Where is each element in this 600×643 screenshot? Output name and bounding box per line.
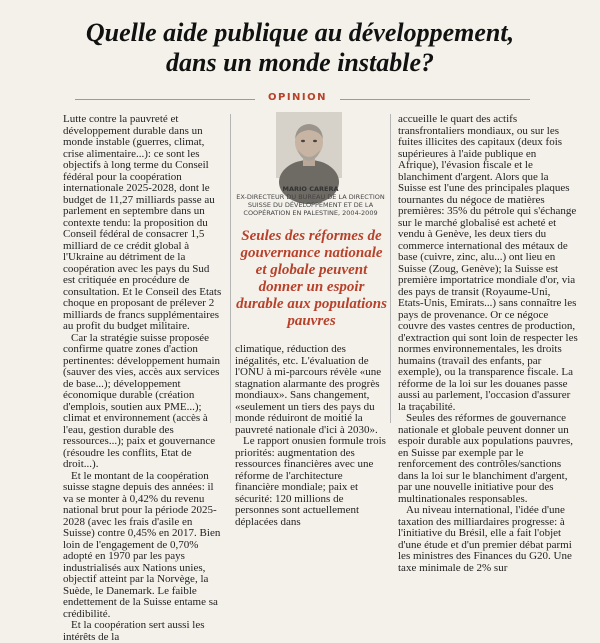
article-column-1 [63, 113, 223, 643]
author-bio: EX-DIRECTEUR DU BUREAU DE LA DIRECTION SUISSE DU DÉVELOPPEMENT ET DE LA COOPÉRATION EN PALESTINE, 2004-2009 [236, 193, 385, 217]
paragraph: Et la coopération sert aussi les intérêts de la [63, 619, 205, 643]
paragraph: Seules des réformes de gouvernance nationale et globale peuvent donner un espoir durable aux populations pauvres, en Suisse par exemple par le renforcement des contrôles/sanctions dans la loi sur le blanchiment d'argent, par une nouvelle initiative pour des multinationales responsables. [398, 412, 574, 505]
paragraph: Le rapport onusien formule trois priorités: augmentation des ressources financières avec une réforme de l'architecture financière mondiale; paix et sécurité: 120 millions de personnes sont actuellement déplacées dans [235, 435, 386, 528]
section-rubric: OPINION [267, 92, 327, 103]
article-column-3 [398, 113, 578, 574]
paragraph: accueille le quart des actifs transfrontaliers mondiaux, ou sur les fuites illicites des capitaux (deux fois supérieures à l'aide publique en Afrique), l'évasion fiscale et le blanchiment d'argent. Alors que la Suisse est l'une des principales plaques tournantes du négoce de matières premières: 35% du pétrole qui s'échange sur le marché globalisé est acheté et vendu à Genève, les deux tiers du commerce international des métaux de base (cuivre, zinc, alu...) ont lieu en Suisse (Zoug, Genève); la Suisse est première importatrice mondiale d'or, via des pays de transit (Royaume-Uni, Etats-Unis, Emirats...) sans connaître les pays de provenance. Or ce négoce couvre des vastes centres de production, d'extraction qui sont loin de respecter les normes environnementales, les droits humains (travail des enfants, par exemple), ou la transparence fiscale. La réforme de la loi sur les douanes passe aussi au parlement, l'occasion d'assurer la traçabilité. [398, 113, 578, 413]
paragraph: climatique, réduction des inégalités, etc. L'évaluation de l'ONU à mi-parcours révèle «une stagnation alarmante des progrès mondiaux». Sans changement, «seulement un tiers des pays du monde réduiront de moitié la pauvreté nationale d'ici à 2030». [235, 343, 382, 436]
article-column-2 [235, 343, 387, 528]
column-divider [230, 114, 231, 423]
headline-line-2: dans un monde instable? [165, 48, 434, 77]
column-divider [390, 114, 391, 423]
pull-quote: Seules des réformes de gouvernance nationale et globale peuvent donner un espoir durable aux populations pauvres [236, 228, 387, 329]
author-name: MARIO CARERA [282, 185, 339, 193]
paragraph: Au niveau international, l'idée d'une taxation des milliardaires progresse: à l'initiative du Brésil, elle a fait l'objet d'une étude et d'un premier débat parmi les ministres des Finances du G20. Une taxe minimale de 2% sur [398, 504, 572, 574]
author-photo-icon [276, 112, 342, 178]
headline [0, 18, 600, 78]
paragraph: Et le montant de la coopération suisse stagne depuis des années: il va se monter à 0,42% du revenu national brut pour la période 2025-2028 (avec les frais d'asile en Suisse) contre 0,45% en 2017. Bien loin de l'engagement de 0,70% adopté en 1970 par les pays industrialisés aux Nations unies, objectif atteint par la Norvège, la Suède, le Danemark. Le faible endettement de la Suisse entame sa crédibilité. [63, 469, 221, 620]
rubric-rule-left [75, 99, 255, 100]
paragraph: Car la stratégie suisse proposée confirme quatre zones d'action pertinentes: développement humain (sauver des vies, accès aux services de base...); développement économique durable (création d'emplois, soutien aux PME...); climat et environnement (accès à l'eau, gestion durable des ressources...); paix et gouvernance (résoudre les conflits, Etat de droit...). [63, 331, 221, 470]
paragraph: Lutte contre la pauvreté et développement durable dans un monde instable (guerres, climat, crise alimentaire...): ce sont les objectifs à long terme du Conseil fédéral pour la coopération internationale 2025-2028, dont le budget de 11,27 milliards passe au parlement en septembre dans un contexte tendu: la proposition du Conseil fédéral de consacrer 1,5 milliard de ce crédit global à l'Ukraine au détriment de la coopération avec les pays du Sud est critiquée en procédure de consultation. Et le Conseil des Etats choque en proposant de prélever 2 milliards de francs supplémentaires au profit du budget militaire. [63, 113, 222, 332]
rubric-rule-right [340, 99, 530, 100]
author-portrait [276, 112, 342, 178]
headline-line-1: Quelle aide publique au développement, [85, 18, 515, 47]
